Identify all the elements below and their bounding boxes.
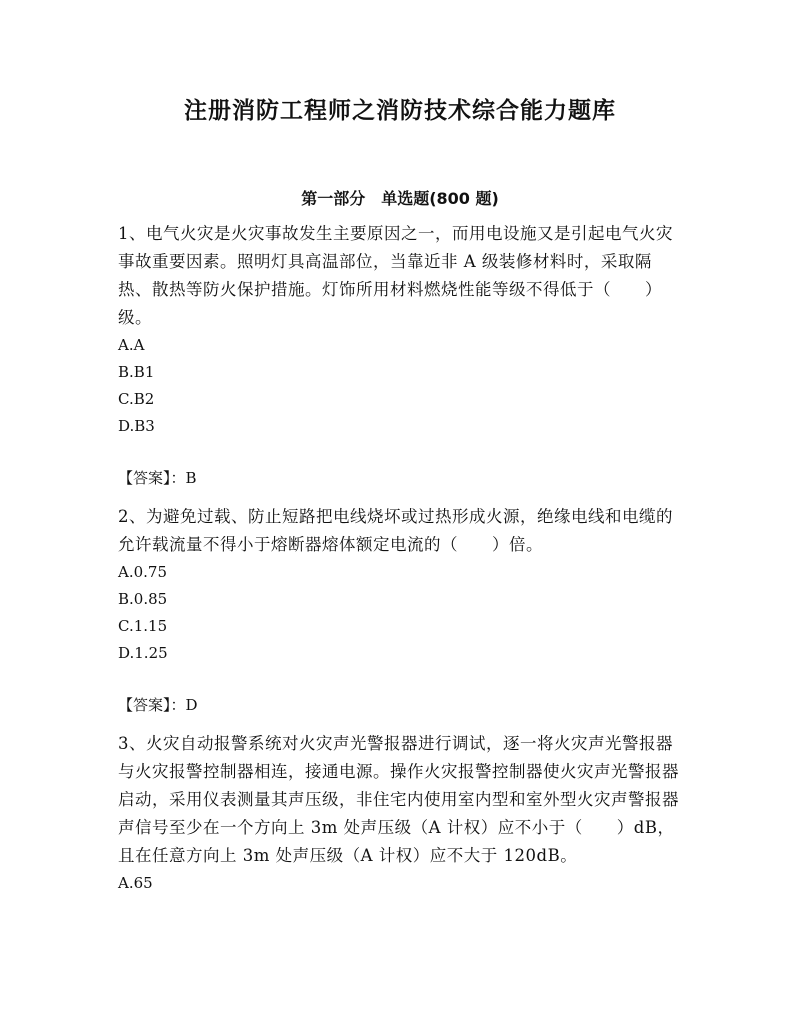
question-text: 1、电气火灾是火灾事故发生主要原因之一，而用电设施又是引起电气火灾事故重要因素。照明灯具高温部位，当靠近非 A 级装修材料时，采取隔热、散热等防火保护措施。灯饰所用材料燃烧性能等级不得低于（ ）级。 bbox=[118, 224, 673, 327]
option-d: D.B3 bbox=[118, 417, 155, 435]
option-d: D.1.25 bbox=[118, 644, 168, 662]
question-block bbox=[118, 220, 684, 492]
option-c: C.1.15 bbox=[118, 617, 168, 635]
option-b: B.0.85 bbox=[118, 590, 168, 608]
question-text: 3、火灾自动报警系统对火灾声光警报器进行调试，逐一将火灾声光警报器与火灾报警控制器相连，接通电源。操作火灾报警控制器使火灾声光警报器启动，采用仪表测量其声压级，非住宅内使用室内型和室外型火灾声警报器声信号至少在一个方向上 3m 处声压级（A 计权）应不小于（ ）dB，且在任意方向上 3m 处声压级（A 计权）应不大于 120dB。 bbox=[118, 734, 679, 865]
section-heading: 第一部分 单选题(800 题) bbox=[301, 189, 499, 208]
answer-line: 【答案】：B bbox=[118, 469, 197, 487]
question-text: 2、为避免过载、防止短路把电线烧坏或过热形成火源，绝缘电线和电缆的允许载流量不得小于熔断器熔体额定电流的（ ）倍。 bbox=[118, 507, 673, 554]
question-block bbox=[118, 503, 684, 719]
question-list bbox=[118, 220, 684, 897]
option-a: A.65 bbox=[118, 874, 153, 892]
option-c: C.B2 bbox=[118, 390, 155, 408]
page-title: 注册消防工程师之消防技术综合能力题库 bbox=[184, 98, 616, 124]
option-b: B.B1 bbox=[118, 363, 155, 381]
answer-line: 【答案】：D bbox=[118, 696, 198, 714]
option-a: A.0.75 bbox=[118, 563, 167, 581]
question-block bbox=[118, 730, 684, 897]
option-a: A.A bbox=[118, 336, 145, 354]
